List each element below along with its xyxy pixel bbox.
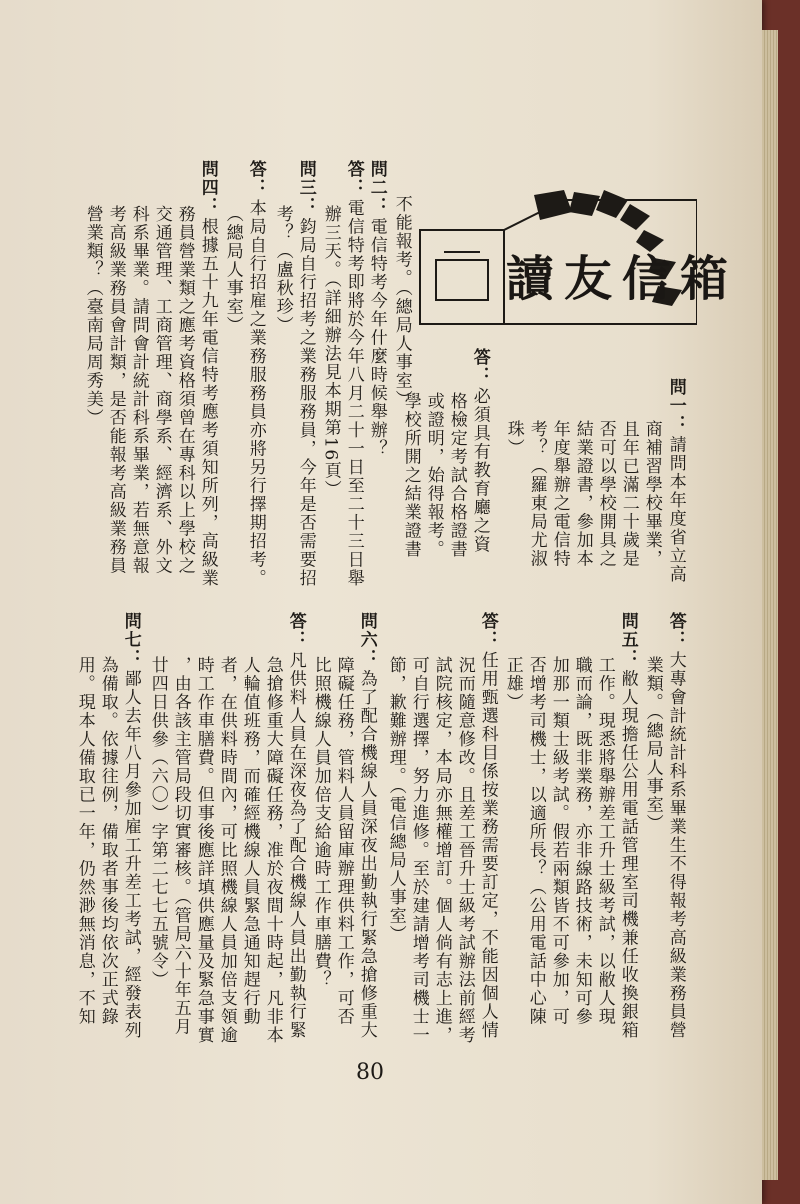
q1-line: 考？（羅東局尤淑 [526,420,547,568]
q1-line: 且年已滿二十歲是 [618,420,639,568]
q1-line: 商補習學校畢業， [641,420,662,568]
q1-line: 否可以學校開具之 [595,420,616,568]
q1-label: 問一： [665,378,686,434]
q4-line: 營業類？（臺南局周秀美） [82,205,103,427]
a1-line: 格檢定考試合格證書 [446,392,467,559]
q5-line: 正雄） [502,656,523,712]
q5-label: 問五： [617,612,638,668]
a3-line: （總局人事室） [222,205,243,335]
q5-line: 工作。現悉將舉辦差工升士級考試，以敝人現 [594,656,615,1026]
a6-line: 時工作車膳費。但事後應詳填供應量及緊急事實 [193,656,214,1045]
a1-line: 必須具有教育廳之資 [469,387,490,554]
q4-line: 根據五十九年電信特考應考須知所列，高級業 [197,217,218,588]
q4-line: 交通管理、工商管理、商學系、經濟系、外文 [151,205,172,575]
question-3 [296,160,315,588]
q4-label: 問四： [197,160,218,216]
a1-line: 學校所開之結業證書 [400,392,421,559]
q6-line: 障礙任務，管料人員留庫辦理供料工作，可否 [333,656,354,1026]
q1-line: 結業證書，參加本 [572,420,593,568]
q7-line: 為備取。依據往例，備取者事後均依次正式錄 [97,656,118,1026]
q2-label: 問二： [366,160,387,216]
question-7 [121,612,140,1040]
a6-line: 凡供料人員在深夜為了配合機線人員出勤執行緊 [285,651,306,1040]
a4-line: 大專會計統計科系畢業生不得報考高級業務員營 [665,651,686,1040]
question-4 [198,160,217,588]
a2-line: 電信特考即將於今年八月二十一日至二十三日舉 [343,199,364,588]
a6-line: 人輪值班務，而確經機線人員緊急通知趕行動 [239,656,260,1026]
a5-line: 可自行選擇，努力進修。至於建請增考司機士一 [408,656,429,1045]
a5-line: 試院核定，本局亦無權增訂。個人倘有志上進， [431,656,452,1045]
q1-line: 年度舉辦之電信特 [549,420,570,568]
a6-line: ，由各該主管局段切實審核。（管局六十年五月 [170,656,191,1036]
q6-label: 問六： [356,612,377,668]
q4-line: 科系畢業。請問會計統計科系畢業，若無意報 [128,205,149,575]
a5-line: 任用甄選科目係按業務需要訂定，不能因個人情 [477,651,498,1040]
a2-label: 答： [343,160,364,197]
a5-label: 答： [477,612,498,649]
a6-label: 答： [285,612,306,649]
q7-label: 問七： [120,612,141,668]
question-5 [618,612,637,1040]
question-1 [666,378,685,584]
book-edge [762,30,778,1180]
answer-3 [246,160,265,588]
q7-line: 鄙人去年八月參加雇工升差工考試，經發表列 [120,669,141,1040]
a2-line: 辦三天。（詳細辦法見本期第16頁） [320,205,341,499]
a1-tail: 不能報考。（總局人事室） [391,195,412,409]
q2-text: 電信特考今年什麼時候舉辦？ [366,217,387,458]
a5-line: 節，歉難辦理。（電信總局人事室） [385,656,406,944]
q3-label: 問三： [295,160,316,216]
q1-line: 珠） [503,420,524,457]
answer-6 [286,612,305,1040]
a3-line: 本局自行招雇之業務服務員亦將另行擇期招考。 [245,199,266,588]
q4-line: 考高級業務員會計類，是否能報考高級業務員 [105,205,126,575]
a1-label: 答： [469,348,490,385]
q5-line: 否增考司機士，以適所長？（公用電話中心陳 [525,656,546,1026]
question-2 [367,160,386,458]
q6-line: 比照機線人員加倍支給逾時工作車膳費？ [310,656,331,989]
q5-line: 敝人現擔任公用電話管理室司機兼任收換銀箱 [617,669,638,1040]
column-title: 讀友信箱 [506,251,739,307]
q4-line: 務員營業類之應考資格須曾在專科以上學校之 [174,205,195,575]
q6-line: 為了配合機線人員深夜出勤執行緊急搶修重大 [356,669,377,1040]
answer-4 [666,612,685,1040]
a4-line: 業類。（總局人事室） [642,656,663,833]
answer-5 [478,612,497,1040]
q1-line: 請問本年度省立高 [665,435,686,584]
page-number: 80 [356,1060,384,1085]
a6-line: 者，在供料時間內，可比照機線人員加倍支領逾 [216,656,237,1045]
q3-line: 考？（盧秋珍） [272,205,293,335]
a5-line: 況而隨意修改。且差工晉升士級考試辦法前經考 [454,656,475,1045]
q5-line: 職而論，既非業務，亦非線路技術，未知可參 [571,656,592,1026]
answer-1 [470,348,489,554]
q3-line: 鈞局自行招考之業務服務員，今年是否需要招 [295,217,316,588]
question-6 [357,612,376,1040]
a6-line: 廿四日供參（六〇）字第二七七五號令） [147,656,168,989]
a4-label: 答： [665,612,686,649]
q5-line: 加那一類士級考試。假若兩類皆不可參加，可 [548,656,569,1026]
q7-line: 用。現本人備取已一年，仍然渺無消息，不知 [74,656,95,1026]
a6-line: 急搶修重大障礙任務，准於夜間十時起，凡非本 [262,656,283,1045]
a1-line: 或證明，始得報考。 [423,392,444,559]
a3-label: 答： [245,160,266,197]
answer-2 [344,160,363,588]
